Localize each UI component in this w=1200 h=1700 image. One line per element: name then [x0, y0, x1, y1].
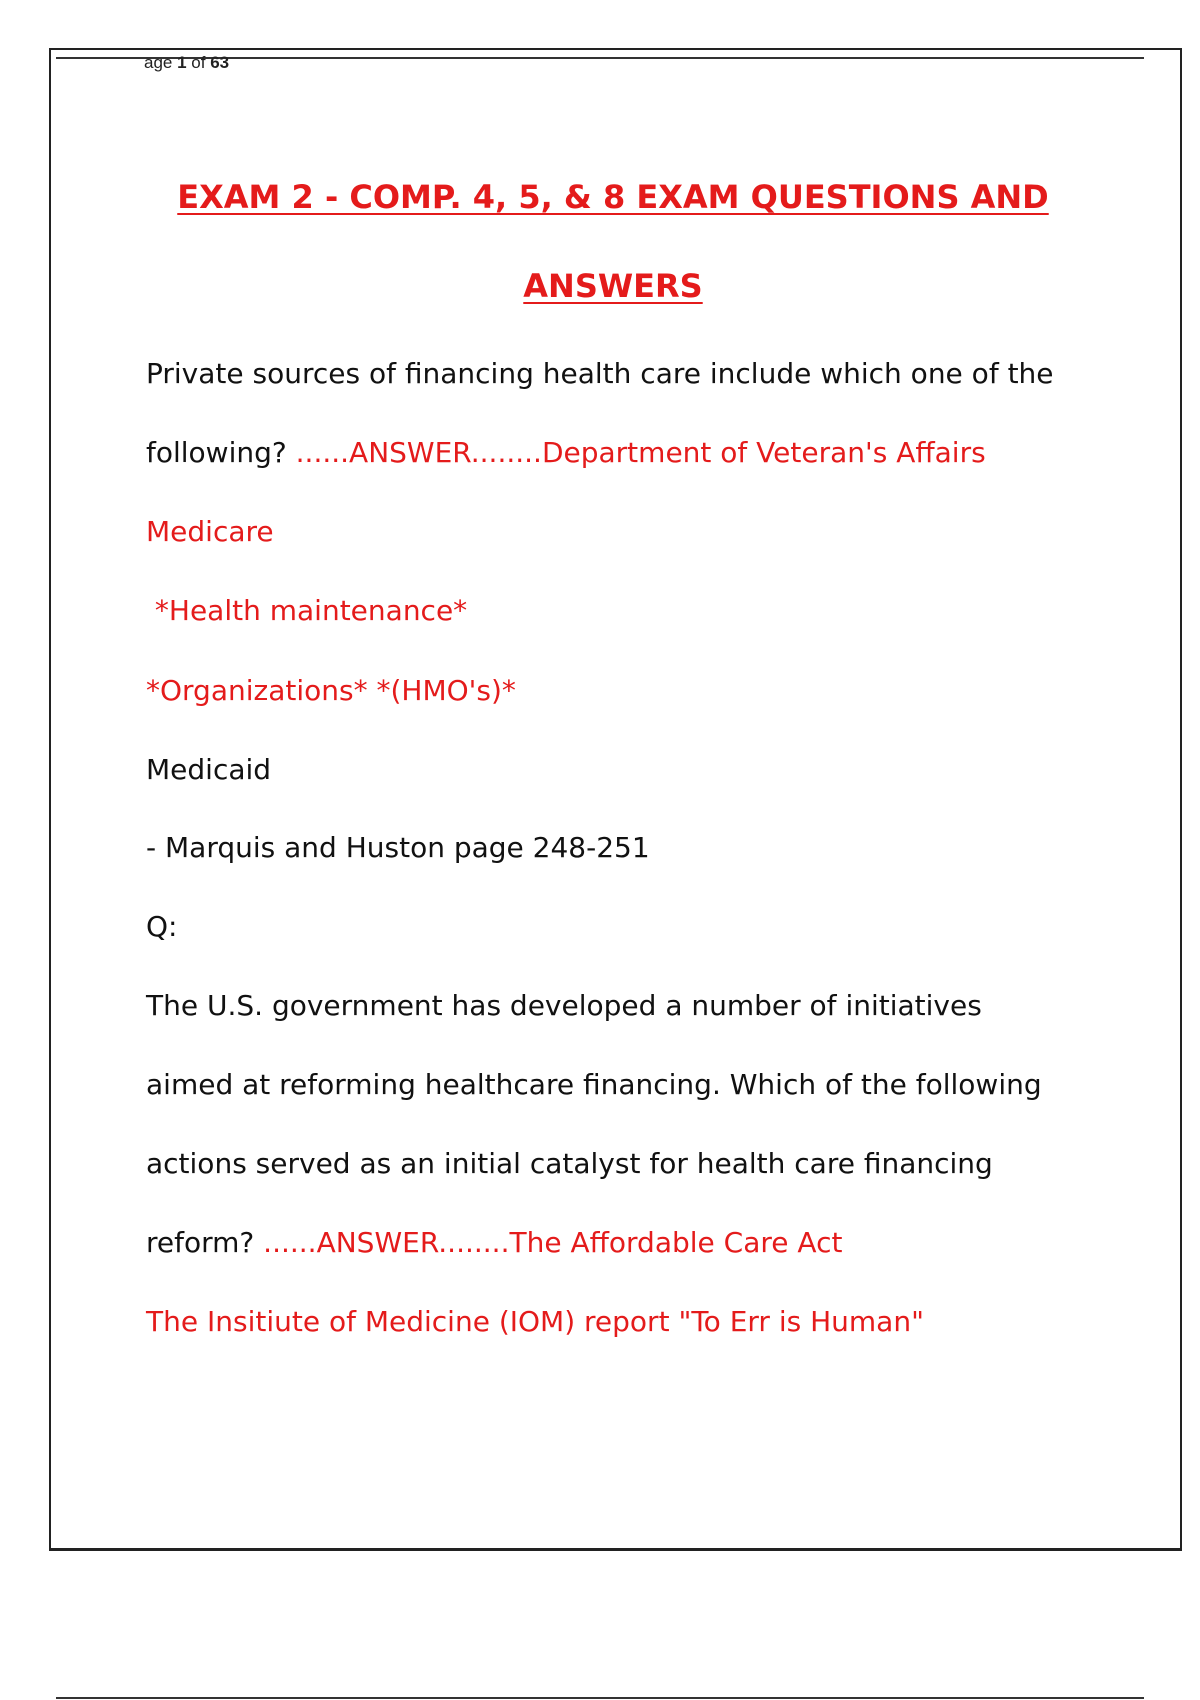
question-1-answer: ......ANSWER........Department of Veteran's Affairs [295, 436, 986, 469]
question-1-line-1: Private sources of financing health care include which one of the [146, 357, 1054, 390]
question-2-answer-line-2: The Insitiute of Medicine (IOM) report "To Err is Human" [146, 1305, 924, 1338]
question-2-line-3: actions served as an initial catalyst for health care financing [146, 1147, 993, 1180]
page-current: 1 [177, 53, 187, 72]
page-number [144, 52, 229, 76]
reference-citation: - Marquis and Huston page 248-251 [146, 831, 650, 864]
answer-option-medicaid: Medicaid [146, 753, 272, 786]
answer-option-hmo-line-1: *Health maintenance* [146, 594, 468, 627]
answer-option-hmo-line-2: *Organizations* *(HMO's)* [146, 674, 516, 707]
question-2-line-4 [146, 1225, 842, 1261]
document-title-line-2: ANSWERS [523, 267, 703, 305]
answer-option-medicare: Medicare [146, 515, 274, 548]
question-2-line-1: The U.S. government has developed a number of initiatives [146, 989, 982, 1022]
page-of: of [186, 53, 211, 72]
page-prefix: age [144, 53, 178, 72]
question-1-text: following? [146, 436, 296, 469]
question-1-line-2 [146, 435, 986, 471]
question-2-answer: ......ANSWER........The Affordable Care Act [263, 1226, 843, 1259]
document-title-line-1: EXAM 2 - COMP. 4, 5, & 8 EXAM QUESTIONS AND [177, 178, 1049, 216]
question-2-label: Q: [146, 910, 178, 943]
page-total: 63 [210, 53, 230, 72]
footer-rule [56, 1697, 1144, 1699]
question-2-text: reform? [146, 1226, 264, 1259]
question-2-line-2: aimed at reforming healthcare financing. Which of the following [146, 1068, 1042, 1101]
